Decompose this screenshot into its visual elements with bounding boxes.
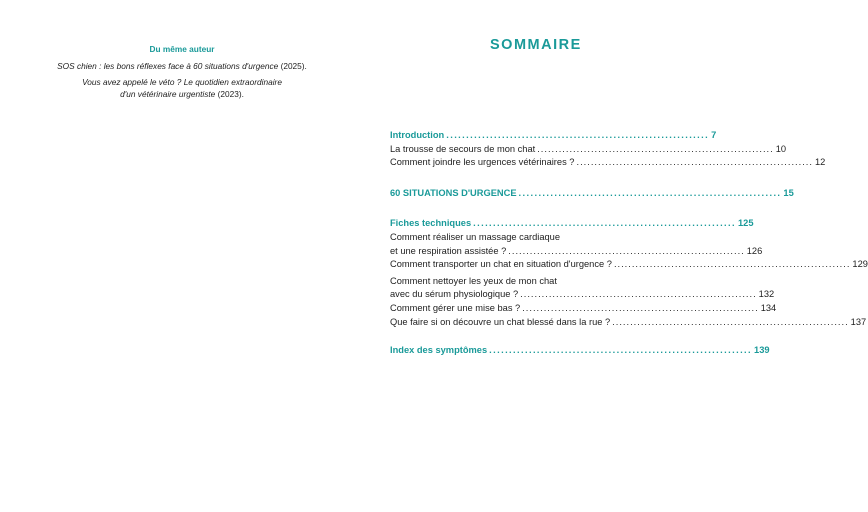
toc-page: 129	[852, 259, 868, 270]
book-title-line2: d'un vétérinaire urgentiste	[120, 88, 216, 99]
toc-entry[interactable]	[390, 288, 775, 302]
toc-section-index[interactable]	[390, 344, 770, 358]
toc-page: 132	[758, 289, 775, 300]
toc-entry[interactable]	[390, 156, 826, 170]
left-page	[0, 0, 350, 512]
same-author-heading: Du même auteur	[149, 44, 215, 54]
toc-section-fiches[interactable]	[390, 217, 754, 231]
book-entry	[40, 61, 324, 73]
toc-label: Introduction	[390, 130, 445, 140]
same-author-block	[40, 44, 324, 105]
toc-leader: ..................................................................	[522, 302, 759, 313]
toc-label: Index des symptômes	[390, 345, 488, 356]
toc-leader: ..................................................................	[520, 289, 757, 300]
toc-page: 12	[814, 157, 826, 168]
toc-page: 7	[711, 130, 717, 140]
toc-entry[interactable]	[390, 245, 763, 259]
toc-entry-line1: Comment réaliser un massage cardiaque	[390, 231, 561, 242]
toc-page: 10	[775, 143, 787, 154]
toc-entry[interactable]	[390, 302, 777, 316]
toc-entry[interactable]	[390, 143, 787, 157]
toc-label: Que faire si on découvre un chat blessé dans la rue ?	[390, 316, 611, 327]
toc-page: 15	[783, 187, 794, 198]
toc-label: avec du sérum physiologique ?	[390, 289, 519, 300]
toc-page: 139	[754, 345, 770, 356]
toc-page: 126	[746, 245, 763, 256]
toc-page: 134	[760, 302, 777, 313]
toc-leader: ..................................................................	[613, 259, 851, 270]
toc-label: Comment transporter un chat en situation d'urgence ?	[390, 259, 612, 270]
right-page	[350, 0, 868, 512]
toc-leader: ..................................................................	[518, 187, 782, 198]
toc-leader: ..................................................................	[576, 157, 813, 168]
book-title: SOS chien : les bons réflexes face à 60 situations d'urgence	[57, 60, 279, 71]
toc-label: 60 SITUATIONS D'URGENCE	[390, 187, 517, 198]
toc-entry[interactable]	[390, 316, 867, 330]
book-entry	[40, 77, 324, 100]
toc-label: Comment joindre les urgences vétérinaires ?	[390, 157, 575, 168]
toc-leader: ..................................................................	[446, 130, 710, 140]
toc-label: et une respiration assistée ?	[390, 245, 507, 256]
toc-section-introduction[interactable]	[390, 129, 717, 143]
toc-leader: ..................................................................	[489, 345, 753, 356]
toc-label: La trousse de secours de mon chat	[390, 143, 536, 154]
book-year: (2023).	[217, 88, 244, 99]
toc-entry-line1: Comment nettoyer les yeux de mon chat	[390, 275, 557, 286]
table-of-contents	[390, 129, 868, 358]
toc-leader: ..................................................................	[508, 245, 745, 256]
toc-leader: ..................................................................	[473, 218, 737, 229]
page-title: SOMMAIRE	[490, 37, 582, 53]
toc-entry[interactable]	[390, 258, 868, 272]
toc-page: 137	[850, 316, 867, 327]
toc-leader: ..................................................................	[537, 143, 774, 154]
toc-label: Fiches techniques	[390, 218, 472, 229]
book-title-line1: Vous avez appelé le véto ? Le quotidien extraordinaire	[82, 77, 282, 87]
toc-page: 125	[738, 218, 754, 229]
toc-label: Comment gérer une mise bas ?	[390, 302, 521, 313]
toc-leader: ..................................................................	[612, 316, 849, 327]
book-year: (2025).	[280, 60, 307, 71]
toc-section-situations[interactable]	[390, 187, 794, 201]
